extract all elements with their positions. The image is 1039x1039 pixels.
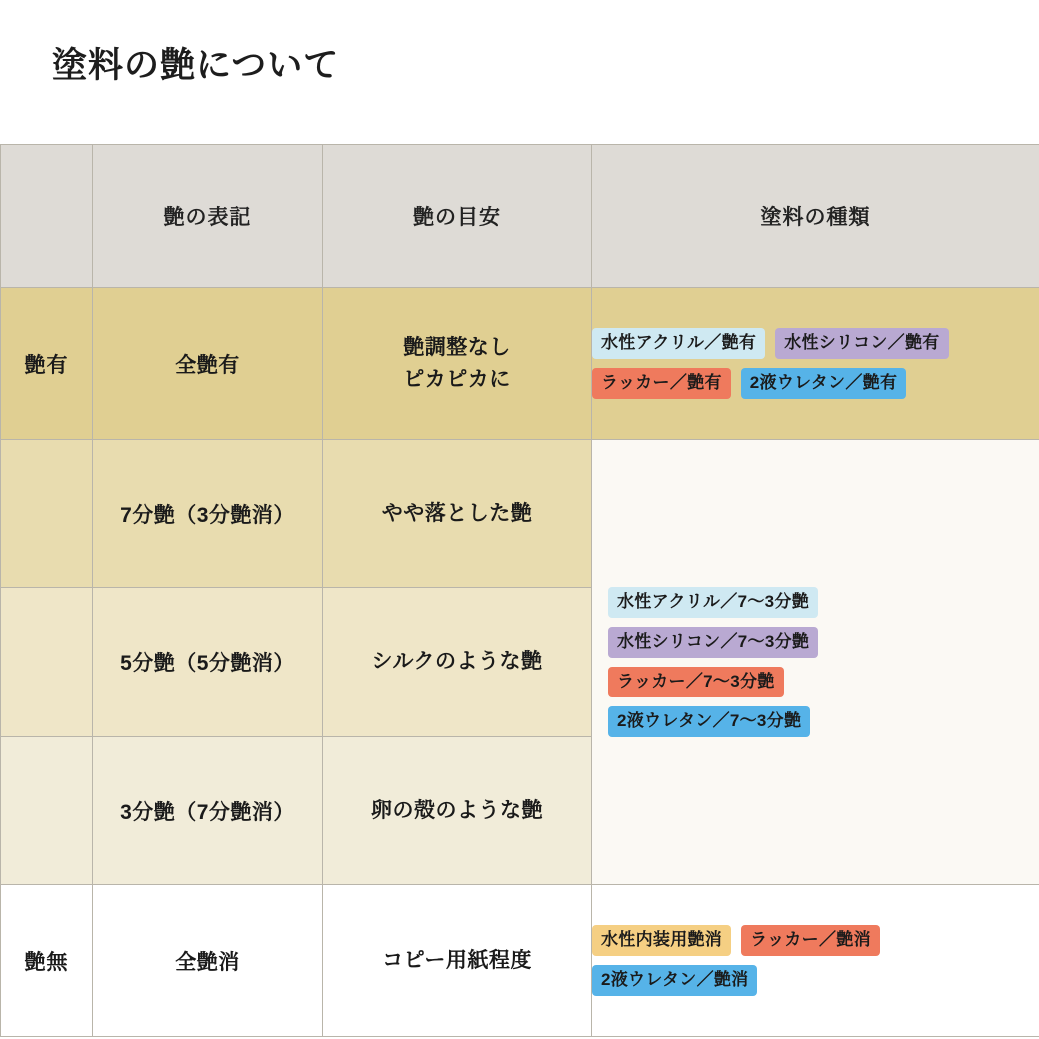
notation-cell: 全艶消: [93, 885, 323, 1037]
paint-chip-acrylic-semi: 水性アクリル／7〜3分艶: [608, 587, 818, 618]
paint-chip-lacquer-gloss: ラッカー／艶有: [592, 368, 731, 399]
table-body: [1, 288, 1039, 1037]
notation-cell: 7分艶（3分艶消）: [93, 440, 323, 588]
notation-cell: 全艶有: [93, 288, 323, 440]
guide-cell: やや落とした艶: [323, 440, 592, 588]
header-cell-notation: 艶の表記: [93, 145, 323, 288]
paint-chip-interior-matte: 水性内装用艶消: [592, 925, 731, 956]
guide-line-2: ピカピカに: [403, 367, 511, 391]
header-cell-guide: 艶の目安: [323, 145, 592, 288]
paint-chip-lacquer-semi: ラッカー／7〜3分艶: [608, 667, 784, 698]
guide-cell: [323, 288, 592, 440]
chip-list: [592, 328, 1039, 398]
paint-chip-urethane-semi: 2液ウレタン／7〜3分艶: [608, 706, 810, 737]
paint-types-cell-middle: [592, 440, 1039, 885]
chip-list: [608, 587, 1023, 736]
paint-chip-urethane-matte: 2液ウレタン／艶消: [592, 965, 757, 996]
paint-types-cell: [592, 885, 1039, 1037]
page-title: 塗料の艶について: [52, 46, 340, 85]
table-header: [1, 145, 1039, 288]
paint-chip-silicon-gloss: 水性シリコン／艶有: [775, 328, 948, 359]
guide-cell: シルクのような艶: [323, 588, 592, 737]
paint-chip-acrylic-gloss: 水性アクリル／艶有: [592, 328, 765, 359]
paint-chip-urethane-gloss: 2液ウレタン／艶有: [741, 368, 906, 399]
guide-line-1: 艶調整なし: [403, 336, 511, 359]
chip-list: [592, 925, 1039, 995]
header-cell-blank: [1, 145, 93, 288]
notation-cell: 3分艶（7分艶消）: [93, 737, 323, 885]
guide-cell: コピー用紙程度: [323, 885, 592, 1037]
category-cell-empty: [1, 440, 93, 588]
category-cell-empty: [1, 588, 93, 737]
table-row: [1, 440, 1039, 588]
header-cell-paint-types: 塗料の種類: [592, 145, 1039, 288]
table-row: [1, 288, 1039, 440]
category-cell-gloss: 艶有: [1, 288, 93, 440]
gloss-table: [0, 144, 1039, 1037]
guide-cell: 卵の殻のような艶: [323, 737, 592, 885]
notation-cell: 5分艶（5分艶消）: [93, 588, 323, 737]
paint-chip-lacquer-matte: ラッカー／艶消: [741, 925, 880, 956]
paint-types-cell: [592, 288, 1039, 440]
table-row: [1, 885, 1039, 1037]
category-cell-matte: 艶無: [1, 885, 93, 1037]
header-row: [1, 145, 1039, 288]
category-cell-empty: [1, 737, 93, 885]
paint-chip-silicon-semi: 水性シリコン／7〜3分艶: [608, 627, 818, 658]
